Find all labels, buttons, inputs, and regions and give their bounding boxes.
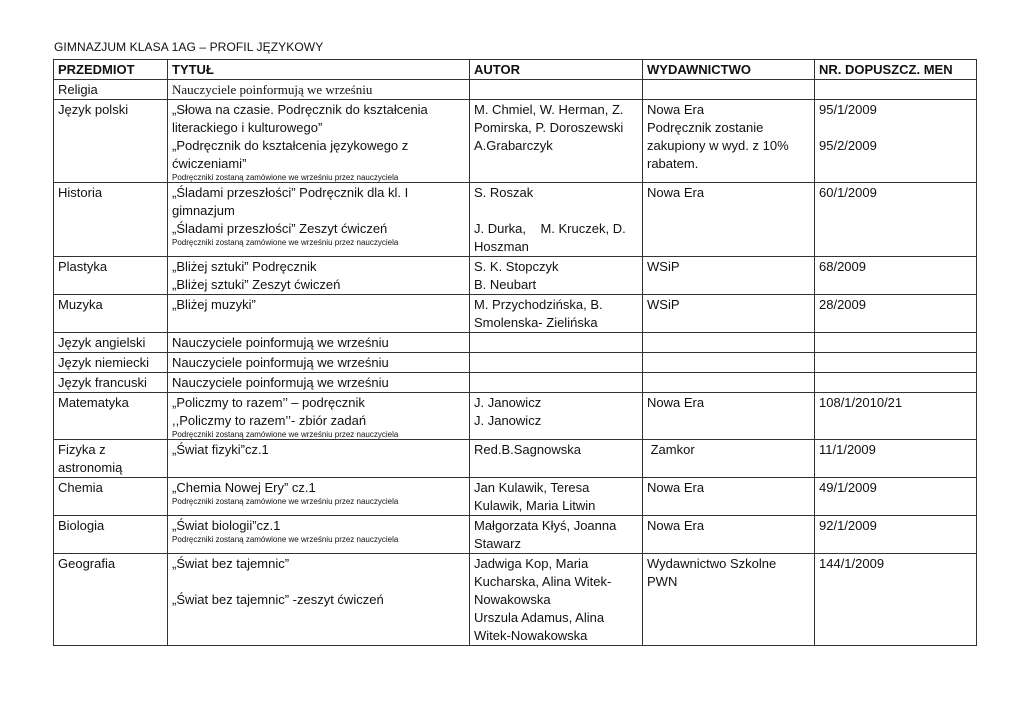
- cell-subject: Religia: [54, 80, 168, 100]
- table-row: [54, 393, 977, 440]
- cell-title: [168, 516, 470, 554]
- order-note: Podręczniki zostaną zamówione we wrześniu przez nauczyciela: [172, 535, 399, 544]
- cell-author: [470, 333, 643, 353]
- cell-title: „Bliżej muzyki”: [168, 295, 470, 333]
- cell-approval: [815, 353, 977, 373]
- author-line: M. Chmiel, W. Herman, Z.: [474, 102, 624, 117]
- title-line: „Świat biologii”cz.1: [172, 518, 281, 533]
- cell-title: [168, 554, 470, 646]
- author-line: Małgorzata Kłyś, Joanna: [474, 518, 617, 533]
- author-line: Stawarz: [474, 536, 521, 551]
- cell-title: [168, 100, 470, 183]
- table-row: [54, 373, 977, 393]
- cell-approval: 11/1/2009: [815, 440, 977, 478]
- table-row: [54, 440, 977, 478]
- cell-approval: 28/2009: [815, 295, 977, 333]
- cell-author: [470, 478, 643, 516]
- table-row: [54, 353, 977, 373]
- cell-title: Nauczyciele poinformują we wrześniu: [168, 333, 470, 353]
- author-line: J. Janowicz: [474, 395, 542, 410]
- title-line: literackiego i kulturowego”: [172, 120, 323, 135]
- header-subject: PRZEDMIOT: [54, 60, 168, 80]
- cell-approval: 108/1/2010/21: [815, 393, 977, 440]
- cell-publisher: Nowa Era: [643, 393, 815, 440]
- cell-approval: 144/1/2009: [815, 554, 977, 646]
- publisher-line: Podręcznik zostanie: [647, 120, 764, 135]
- cell-subject: Plastyka: [54, 257, 168, 295]
- publisher-line: rabatem.: [647, 156, 699, 171]
- table-row: [54, 80, 977, 100]
- cell-author: Red.B.Sagnowska: [470, 440, 643, 478]
- cell-publisher: [643, 554, 815, 646]
- cell-title: Nauczyciele poinformują we wrześniu: [168, 80, 470, 100]
- cell-publisher: Nowa Era: [643, 183, 815, 257]
- author-line: B. Neubart: [474, 277, 537, 292]
- author-line: Smolenska- Zielińska: [474, 315, 598, 330]
- cell-publisher: Zamkor: [643, 440, 815, 478]
- table-row: [54, 554, 977, 646]
- textbook-table: [53, 59, 977, 646]
- title-line: „Świat bez tajemnic” -zeszyt ćwiczeń: [172, 592, 384, 607]
- cell-subject: [54, 440, 168, 478]
- author-line: J. Durka, M. Kruczek, D.: [474, 221, 626, 236]
- approval-line: 95/2/2009: [819, 138, 877, 153]
- header-publisher: WYDAWNICTWO: [643, 60, 815, 80]
- cell-author: [470, 516, 643, 554]
- subject-line: astronomią: [58, 460, 123, 475]
- cell-subject: Język angielski: [54, 333, 168, 353]
- header-title: TYTUŁ: [168, 60, 470, 80]
- cell-approval: [815, 373, 977, 393]
- author-line: Kulawik, Maria Litwin: [474, 498, 596, 513]
- table-header-row: [54, 60, 977, 80]
- cell-publisher: [643, 100, 815, 183]
- cell-title: „Świat fizyki”cz.1: [168, 440, 470, 478]
- cell-publisher: Nowa Era: [643, 516, 815, 554]
- title-line: „Śladami przeszłości” Zeszyt ćwiczeń: [172, 221, 388, 236]
- cell-approval: 68/2009: [815, 257, 977, 295]
- cell-title: [168, 183, 470, 257]
- title-line: „Chemia Nowej Ery” cz.1: [172, 480, 316, 495]
- cell-author: [470, 393, 643, 440]
- header-author: AUTOR: [470, 60, 643, 80]
- cell-author: [470, 353, 643, 373]
- author-line: Jan Kulawik, Teresa: [474, 480, 590, 495]
- header-approval-number: NR. DOPUSZCZ. MEN: [815, 60, 977, 80]
- author-line: A.Grabarczyk: [474, 138, 553, 153]
- title-line: „Świat bez tajemnic”: [172, 556, 290, 571]
- cell-subject: Język francuski: [54, 373, 168, 393]
- author-line: Kucharska, Alina Witek-: [474, 574, 612, 589]
- table-row: [54, 516, 977, 554]
- publisher-line: zakupiony w wyd. z 10%: [647, 138, 789, 153]
- table-row: [54, 295, 977, 333]
- author-line: M. Przychodzińska, B.: [474, 297, 603, 312]
- cell-subject: Geografia: [54, 554, 168, 646]
- subject-line: Fizyka z: [58, 442, 106, 457]
- cell-subject: Język polski: [54, 100, 168, 183]
- table-row: [54, 100, 977, 183]
- cell-author: [470, 373, 643, 393]
- publisher-line: Nowa Era: [647, 102, 705, 117]
- publisher-line: PWN: [647, 574, 678, 589]
- author-line: S. Roszak: [474, 185, 534, 200]
- page-title: GIMNAZJUM KLASA 1AG – PROFIL JĘZYKOWY: [54, 40, 324, 54]
- order-note: Podręczniki zostaną zamówione we wrześniu przez nauczyciela: [172, 497, 399, 506]
- author-line: J. Janowicz: [474, 413, 542, 428]
- table-row: [54, 257, 977, 295]
- cell-title: [168, 478, 470, 516]
- cell-title: Nauczyciele poinformują we wrześniu: [168, 353, 470, 373]
- cell-title: [168, 257, 470, 295]
- cell-approval: 49/1/2009: [815, 478, 977, 516]
- cell-publisher: WSiP: [643, 257, 815, 295]
- order-note: Podręczniki zostaną zamówione we wrześniu przez nauczyciela: [172, 238, 399, 247]
- cell-approval: [815, 80, 977, 100]
- cell-publisher: [643, 353, 815, 373]
- cell-author: [470, 100, 643, 183]
- author-line: Jadwiga Kop, Maria: [474, 556, 589, 571]
- cell-approval: 60/1/2009: [815, 183, 977, 257]
- author-line: Nowakowska: [474, 592, 551, 607]
- table-row: [54, 183, 977, 257]
- cell-subject: Chemia: [54, 478, 168, 516]
- cell-approval: [815, 333, 977, 353]
- cell-approval: [815, 100, 977, 183]
- cell-subject: Matematyka: [54, 393, 168, 440]
- author-line: S. K. Stopczyk: [474, 259, 559, 274]
- cell-subject: Język niemiecki: [54, 353, 168, 373]
- cell-subject: Muzyka: [54, 295, 168, 333]
- cell-author: [470, 80, 643, 100]
- title-line: „Policzmy to razem’’ – podręcznik: [172, 395, 365, 410]
- author-line: Witek-Nowakowska: [474, 628, 588, 643]
- cell-author: [470, 554, 643, 646]
- title-line: „Bliżej sztuki” Zeszyt ćwiczeń: [172, 277, 341, 292]
- cell-publisher: Nowa Era: [643, 478, 815, 516]
- cell-approval: 92/1/2009: [815, 516, 977, 554]
- cell-author: [470, 183, 643, 257]
- cell-title: Nauczyciele poinformują we wrześniu: [168, 373, 470, 393]
- cell-subject: Biologia: [54, 516, 168, 554]
- title-line: „Śladami przeszłości” Podręcznik dla kl. I: [172, 185, 409, 200]
- cell-subject: Historia: [54, 183, 168, 257]
- order-note: Podręczniki zostaną zamówione we wrześniu przez nauczyciela: [172, 430, 399, 439]
- title-line: „Podręcznik do kształcenia językowego z: [172, 138, 409, 153]
- approval-line: 95/1/2009: [819, 102, 877, 117]
- table-row: [54, 478, 977, 516]
- title-line: gimnazjum: [172, 203, 235, 218]
- order-note: Podręczniki zostaną zamówione we wrześniu przez nauczyciela: [172, 173, 399, 182]
- title-line: „Bliżej sztuki” Podręcznik: [172, 259, 317, 274]
- publisher-line: Wydawnictwo Szkolne: [647, 556, 777, 571]
- cell-publisher: [643, 80, 815, 100]
- title-line: ,,Policzmy to razem’’- zbiór zadań: [172, 413, 367, 428]
- cell-publisher: WSiP: [643, 295, 815, 333]
- cell-publisher: [643, 333, 815, 353]
- author-line: Urszula Adamus, Alina: [474, 610, 605, 625]
- cell-title: [168, 393, 470, 440]
- author-line: Pomirska, P. Doroszewski: [474, 120, 624, 135]
- title-line: ćwiczeniami”: [172, 156, 247, 171]
- cell-author: [470, 295, 643, 333]
- cell-publisher: [643, 373, 815, 393]
- cell-author: [470, 257, 643, 295]
- title-line: „Słowa na czasie. Podręcznik do kształcenia: [172, 102, 428, 117]
- table-row: [54, 333, 977, 353]
- author-line: Hoszman: [474, 239, 529, 254]
